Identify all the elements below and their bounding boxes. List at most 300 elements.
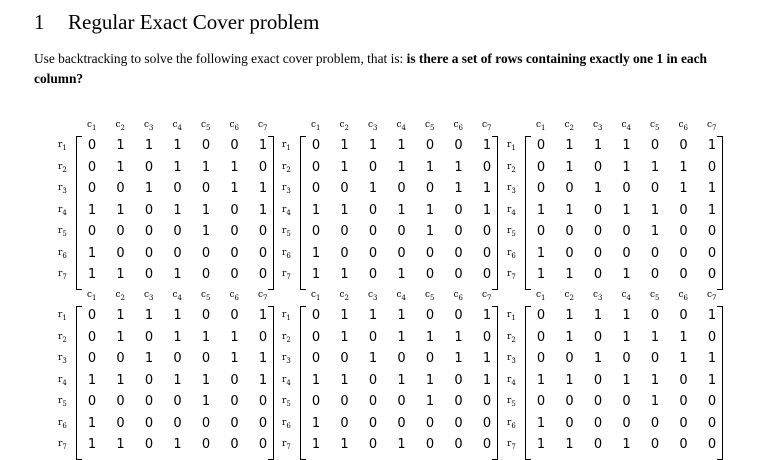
column-label: $c_6$ [678,290,689,302]
matrix-cell: 0 [454,202,463,218]
column-label: $c_1$ [536,120,546,132]
left-bracket [525,136,531,290]
matrix-cell: 1 [173,202,182,218]
matrix-cell: 0 [707,437,717,452]
right-bracket [492,136,498,290]
row-label: $r_2$ [282,161,291,174]
matrix-cell: 0 [368,159,378,175]
matrix-cell: 0 [340,181,349,196]
matrix-cell: 1 [258,372,268,388]
matrix-cell: 0 [536,351,546,366]
left-bracket [300,306,306,460]
row-label: $r_3$ [507,353,516,365]
matrix-cell: 0 [87,351,97,366]
matrix-cell: 0 [454,308,463,323]
matrix-cell: 1 [340,138,349,153]
matrix-cell: 1 [679,181,688,196]
row-label: $r_1$ [507,140,516,152]
matrix-cell: 0 [368,394,378,409]
matrix-cell: 1 [482,138,492,153]
matrix-cell: 0 [565,224,574,239]
matrix-cell: 1 [397,329,406,345]
matrix-cell: 0 [230,267,239,282]
column-label: $c_6$ [678,120,689,132]
matrix-cell: 0 [565,351,574,366]
matrix-cell: 0 [201,308,211,323]
column-label: $c_3$ [593,120,603,132]
matrix-cell: 1 [87,245,97,261]
matrix-cell: 0 [593,437,603,452]
matrix-cell: 0 [679,437,688,452]
row-label: $r_3$ [58,353,67,365]
matrix-cell: 1 [258,181,268,196]
matrix-cell: 1 [593,351,603,366]
matrix-cell: 0 [258,415,268,431]
matrix-cell: 0 [368,372,378,388]
row-label: $r_6$ [507,247,516,260]
matrix-cell: 0 [622,394,631,409]
matrix-cell: 1 [679,351,688,366]
row-label: $r_6$ [282,247,291,260]
matrix-cell: 0 [454,224,463,239]
row-label: $r_6$ [507,417,516,430]
matrix-cell: 0 [144,372,154,388]
matrix-cell: 1 [425,224,435,239]
matrix-cell: 0 [230,372,239,388]
matrix-cell: 0 [258,329,268,345]
row-label: $r_6$ [282,417,291,430]
column-label: $c_6$ [453,120,464,132]
matrix-cell: 1 [144,138,154,153]
right-bracket [268,306,274,460]
matrix-cell: 0 [593,224,603,239]
matrix-cell: 1 [340,437,349,452]
row-label: $r_7$ [58,439,67,451]
matrix-cell: 0 [201,351,211,366]
matrix-cell: 0 [201,245,211,261]
matrix-cell: 1 [707,181,717,196]
column-label: $c_7$ [482,120,492,132]
matrix-cell: 0 [230,415,239,431]
matrix-cell: 1 [650,372,660,388]
matrix-cell: 0 [593,415,603,431]
matrix-cell: 0 [679,394,688,409]
matrix-5 [280,290,510,450]
matrix-cell: 1 [593,181,603,196]
row-label: $r_2$ [507,331,516,344]
row-label: $r_5$ [507,396,516,408]
column-label: $c_2$ [115,120,126,132]
column-label: $c_4$ [621,290,632,302]
matrix-cell: 0 [536,329,546,345]
column-label: $c_1$ [536,290,546,302]
matrix-cell: 0 [397,181,406,196]
right-bracket [717,306,723,460]
row-label: $r_7$ [507,439,516,451]
matrix-cell: 1 [397,267,406,282]
matrix-cell: 0 [593,202,603,218]
matrix-cell: 0 [679,308,688,323]
row-label: $r_2$ [58,161,67,174]
matrix-cell: 1 [707,372,717,388]
matrix-cell: 0 [679,224,688,239]
matrix-cell: 0 [173,351,182,366]
matrix-cell: 0 [707,267,717,282]
row-label: $r_5$ [282,396,291,408]
matrix-cell: 0 [536,159,546,175]
matrix-cell: 0 [311,394,321,409]
column-label: $c_5$ [201,290,211,302]
matrix-cell: 0 [201,181,211,196]
right-bracket [492,306,498,460]
matrix-cell: 0 [425,138,435,153]
matrix-cell: 0 [536,224,546,239]
matrix-cell: 0 [201,267,211,282]
matrix-cell: 0 [650,415,660,431]
matrix-cell: 0 [311,138,321,153]
matrix-cell: 0 [593,329,603,345]
matrix-cell: 0 [87,224,97,239]
matrix-cell: 1 [230,351,239,366]
row-label: $r_7$ [507,269,516,281]
column-label: $c_7$ [707,290,717,302]
column-label: $c_2$ [564,120,575,132]
matrix-cell: 0 [482,224,492,239]
row-label: $r_1$ [282,140,291,152]
matrix-cell: 1 [311,372,321,388]
matrix-cell: 0 [536,138,546,153]
matrix-cell: 1 [144,181,154,196]
matrix-cell: 0 [482,267,492,282]
matrix-cell: 0 [397,224,406,239]
matrix-cell: 0 [650,351,660,366]
row-label: $r_4$ [58,374,67,387]
column-label: $c_1$ [87,120,97,132]
matrix-cell: 1 [593,138,603,153]
matrix-2 [280,120,510,280]
matrix-cell: 0 [311,329,321,345]
matrix-cell: 0 [482,245,492,261]
section-heading [34,10,319,35]
matrix-cell: 0 [230,245,239,261]
matrix-cell: 0 [87,394,97,409]
matrix-cell: 1 [622,159,631,175]
matrix-cell: 0 [454,415,463,431]
matrix-cell: 1 [650,159,660,175]
row-label: $r_5$ [282,226,291,238]
section-number: 1 [34,10,45,34]
matrix-4 [56,290,286,450]
matrix-cell: 0 [340,224,349,239]
matrix-cell: 1 [536,437,546,452]
matrix-cell: 0 [173,181,182,196]
column-label: $c_4$ [621,120,632,132]
row-label: $r_3$ [507,183,516,195]
matrix-cell: 1 [87,202,97,218]
matrix-cell: 0 [144,329,154,345]
matrix-cell: 0 [679,415,688,431]
matrix-cell: 0 [201,437,211,452]
matrix-cell: 0 [340,415,349,431]
matrix-cell: 0 [536,181,546,196]
matrix-cell: 1 [116,159,125,175]
matrix-cell: 1 [650,224,660,239]
matrix-1 [56,120,286,280]
matrix-cell: 1 [679,159,688,175]
matrix-cell: 1 [425,394,435,409]
matrix-cell: 1 [116,329,125,345]
matrix-cell: 1 [565,159,574,175]
matrix-cell: 0 [454,138,463,153]
matrix-cell: 0 [707,224,717,239]
row-label: $r_2$ [507,161,516,174]
matrix-cell: 0 [258,394,268,409]
matrix-cell: 0 [116,245,125,261]
matrix-cell: 0 [340,394,349,409]
column-label: $c_5$ [201,120,211,132]
matrix-cell: 1 [258,351,268,366]
matrix-cell: 0 [144,267,154,282]
matrix-cell: 1 [368,351,378,366]
matrix-cell: 1 [201,329,211,345]
matrix-cell: 1 [230,181,239,196]
statement-question: is there a set of rows containing exactly one 1 in each column? [34,51,708,86]
matrix-cell: 0 [144,245,154,261]
column-label: $c_1$ [311,120,321,132]
matrix-cell: 1 [425,372,435,388]
row-label: $r_1$ [282,310,291,322]
row-label: $r_5$ [58,396,67,408]
column-label: $c_5$ [650,120,660,132]
matrix-cell: 0 [311,224,321,239]
problem-statement [34,49,734,89]
row-label: $r_7$ [282,269,291,281]
column-label: $c_2$ [564,290,575,302]
matrix-cell: 1 [425,202,435,218]
matrix-cell: 1 [201,202,211,218]
row-label: $r_7$ [282,439,291,451]
column-label: $c_7$ [258,290,268,302]
left-bracket [76,306,82,460]
matrix-cell: 1 [144,308,154,323]
column-label: $c_3$ [144,120,154,132]
matrix-cell: 0 [201,138,211,153]
matrix-cell: 0 [340,351,349,366]
matrix-cell: 1 [116,308,125,323]
matrix-cell: 0 [622,415,631,431]
matrix-cell: 1 [425,159,435,175]
matrix-cell: 1 [482,372,492,388]
matrix-cell: 0 [173,394,182,409]
matrix-cell: 0 [311,159,321,175]
matrix-cell: 0 [116,394,125,409]
matrix-cell: 0 [87,159,97,175]
matrix-cell: 1 [340,372,349,388]
column-label: $c_5$ [650,290,660,302]
matrix-cell: 0 [87,181,97,196]
matrix-cell: 0 [482,437,492,452]
matrix-cell: 1 [116,267,125,282]
matrix-cell: 1 [116,202,125,218]
matrix-cell: 0 [144,202,154,218]
matrix-cell: 1 [536,267,546,282]
matrix-cell: 0 [87,138,97,153]
matrix-cell: 1 [536,372,546,388]
matrix-cell: 1 [536,202,546,218]
matrix-cell: 1 [650,394,660,409]
matrix-cell: 0 [679,267,688,282]
matrix-cell: 1 [340,202,349,218]
matrix-cell: 0 [565,245,574,261]
left-bracket [525,306,531,460]
row-label: $r_6$ [58,247,67,260]
row-label: $r_4$ [58,204,67,217]
right-bracket [717,136,723,290]
matrix-cell: 1 [258,202,268,218]
matrix-cell: 0 [144,437,154,452]
matrix-cell: 0 [425,351,435,366]
matrix-cell: 1 [650,202,660,218]
matrix-6 [505,290,735,450]
matrix-cell: 0 [425,267,435,282]
matrix-cell: 1 [368,308,378,323]
column-label: $c_7$ [482,290,492,302]
matrix-cell: 1 [482,308,492,323]
row-label: $r_4$ [507,374,516,387]
matrix-cell: 0 [116,415,125,431]
statement-text: Use backtracking to solve the following exact cover problem, that is: [34,51,407,66]
matrix-cell: 0 [368,245,378,261]
row-label: $r_3$ [282,183,291,195]
matrix-3 [505,120,735,280]
matrix-cell: 0 [173,415,182,431]
column-label: $c_3$ [368,290,378,302]
matrix-cell: 0 [679,245,688,261]
column-label: $c_5$ [425,290,435,302]
row-label: $r_5$ [507,226,516,238]
matrix-cell: 1 [173,308,182,323]
matrix-cell: 1 [622,329,631,345]
matrix-cell: 1 [565,202,574,218]
matrix-cell: 0 [650,181,660,196]
matrix-cell: 0 [116,351,125,366]
matrix-cell: 0 [258,437,268,452]
matrix-cell: 0 [116,224,125,239]
matrix-cell: 0 [650,245,660,261]
matrix-cell: 0 [650,308,660,323]
matrix-cell: 0 [87,308,97,323]
matrix-cell: 0 [482,329,492,345]
matrix-cell: 0 [144,415,154,431]
matrix-cell: 0 [425,181,435,196]
matrix-cell: 0 [425,245,435,261]
left-bracket [300,136,306,290]
matrix-cell: 1 [454,159,463,175]
matrix-cell: 0 [230,308,239,323]
matrix-cell: 1 [173,159,182,175]
matrix-cell: 1 [707,351,717,366]
matrix-cell: 1 [397,138,406,153]
matrix-cell: 0 [425,437,435,452]
matrix-cell: 0 [536,394,546,409]
matrix-cell: 0 [707,415,717,431]
matrix-cell: 1 [565,267,574,282]
row-label: $r_4$ [282,374,291,387]
matrix-cell: 0 [482,415,492,431]
matrix-cell: 1 [565,329,574,345]
matrix-cell: 1 [536,415,546,431]
matrix-cell: 1 [173,329,182,345]
column-label: $c_2$ [339,120,350,132]
matrix-cell: 1 [311,415,321,431]
column-label: $c_1$ [87,290,97,302]
row-label: $r_3$ [282,353,291,365]
matrix-cell: 0 [144,159,154,175]
matrix-cell: 1 [454,351,463,366]
column-label: $c_3$ [368,120,378,132]
matrix-cell: 1 [258,138,268,153]
column-label: $c_4$ [396,120,407,132]
matrix-cell: 0 [230,394,239,409]
matrix-cell: 1 [622,202,631,218]
matrix-cell: 1 [622,138,631,153]
matrix-cell: 1 [311,267,321,282]
matrix-cell: 1 [565,138,574,153]
matrix-cell: 1 [622,308,631,323]
matrix-cell: 1 [425,329,435,345]
matrix-cell: 1 [116,372,125,388]
matrix-cell: 1 [116,138,125,153]
matrix-cell: 1 [707,138,717,153]
matrix-cell: 0 [593,159,603,175]
matrix-cell: 0 [679,202,688,218]
column-label: $c_3$ [593,290,603,302]
matrix-cell: 1 [311,202,321,218]
matrix-cell: 0 [425,415,435,431]
matrix-cell: 1 [397,437,406,452]
matrix-cell: 0 [230,138,239,153]
matrix-cell: 1 [173,437,182,452]
matrix-cell: 0 [622,224,631,239]
matrix-cell: 0 [230,202,239,218]
matrix-cell: 1 [397,202,406,218]
matrix-cell: 0 [258,245,268,261]
row-label: $r_1$ [507,310,516,322]
matrix-cell: 0 [707,159,717,175]
matrix-cell: 0 [144,224,154,239]
matrix-cell: 0 [368,267,378,282]
column-label: $c_1$ [311,290,321,302]
column-label: $c_7$ [707,120,717,132]
matrix-cell: 1 [565,437,574,452]
matrix-cell: 0 [173,224,182,239]
column-label: $c_5$ [425,120,435,132]
matrix-cell: 1 [173,267,182,282]
matrix-cell: 0 [397,245,406,261]
matrix-cell: 1 [368,181,378,196]
matrix-cell: 0 [650,267,660,282]
matrix-cell: 1 [87,267,97,282]
matrix-cell: 1 [173,138,182,153]
matrix-cell: 1 [707,202,717,218]
row-label: $r_4$ [282,204,291,217]
row-label: $r_2$ [58,331,67,344]
matrix-cell: 0 [454,267,463,282]
matrix-cell: 0 [593,245,603,261]
column-label: $c_2$ [339,290,350,302]
matrix-cell: 0 [650,138,660,153]
matrix-cell: 0 [311,181,321,196]
